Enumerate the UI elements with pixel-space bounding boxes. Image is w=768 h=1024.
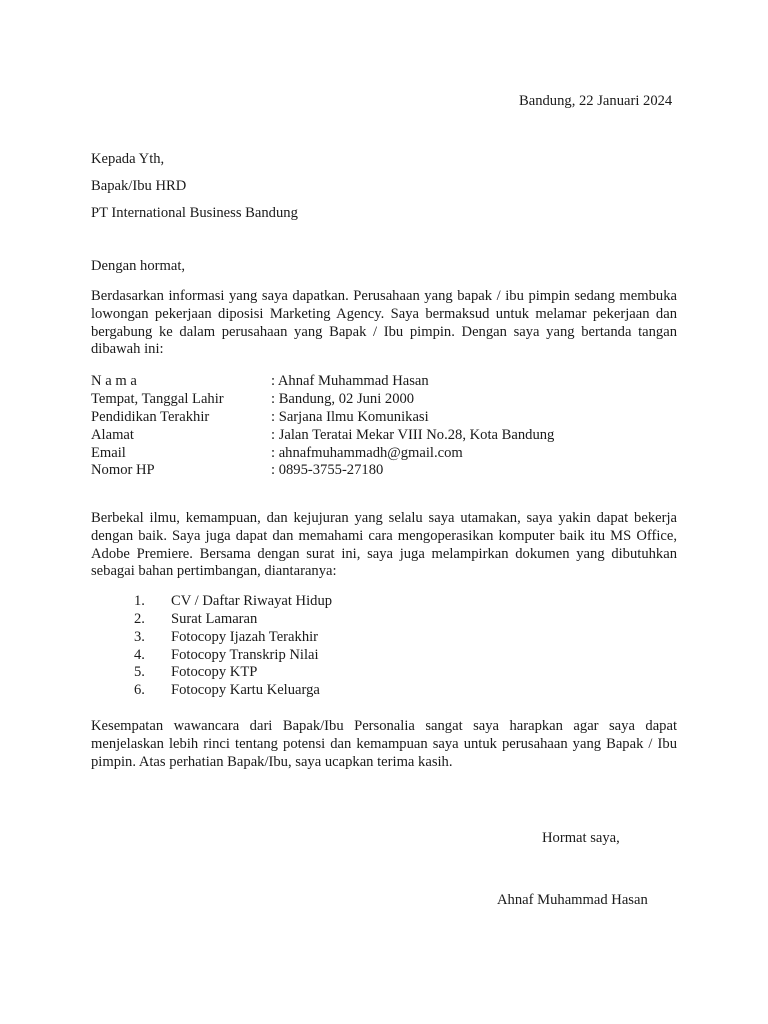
applicant-email: : ahnafmuhammadh@gmail.com bbox=[271, 445, 463, 461]
applicant-label: Tempat, Tanggal Lahir bbox=[91, 391, 224, 407]
applicant-value: : Ahnaf Muhammad Hasan bbox=[271, 373, 429, 389]
signer-name: Ahnaf Muhammad Hasan bbox=[497, 892, 648, 908]
list-number: 6. bbox=[134, 682, 145, 698]
applicant-label: N a m a bbox=[91, 373, 137, 389]
list-number: 3. bbox=[134, 629, 145, 645]
list-number: 4. bbox=[134, 647, 145, 663]
list-text: Fotocopy Ijazah Terakhir bbox=[171, 629, 319, 645]
applicant-label: Nomor HP bbox=[91, 462, 155, 478]
list-text: Fotocopy Transkrip Nilai bbox=[171, 647, 319, 663]
greeting: Dengan hormat, bbox=[91, 258, 186, 274]
applicant-value: : Bandung, 02 Juni 2000 bbox=[271, 391, 415, 407]
applicant-value: : Jalan Teratai Mekar VIII No.28, Kota Bandung bbox=[271, 427, 555, 443]
list-text: Fotocopy KTP bbox=[171, 664, 258, 680]
recipient-line-2: Bapak/Ibu HRD bbox=[91, 178, 187, 194]
list-number: 5. bbox=[134, 664, 145, 680]
applicant-label: Alamat bbox=[91, 427, 134, 443]
body-paragraph: Berbekal ilmu, kemampuan, dan kejujuran yang selalu saya utamakan, saya yakin dapat bekerja dengan baik. Saya juga dapat dan memahami cara mengoperasikan komputer baik itu MS Office, Adobe Premiere. Bersama dengan surat ini, saya juga melampirkan dokumen yang dibutuhkan sebagai bahan pertimbangan, diantaranya: bbox=[91, 510, 677, 580]
intro-paragraph: Berdasarkan informasi yang saya dapatkan. Perusahaan yang bapak / ibu pimpin sedang membuka lowongan pekerjaan diposisi Marketing Agency. Saya bermaksud untuk melamar pekerjaan dan bergabung ke dalam perusahaan yang Bapak / Ibu pimpin. Dengan saya yang bertanda tangan dibawah ini: bbox=[91, 288, 677, 358]
recipient-line-1: Kepada Yth, bbox=[91, 151, 165, 167]
applicant-label: Email bbox=[91, 445, 126, 461]
recipient-line-3: PT International Business Bandung bbox=[91, 205, 298, 221]
list-number: 1. bbox=[134, 593, 145, 609]
closing-paragraph: Kesempatan wawancara dari Bapak/Ibu Personalia sangat saya harapkan agar saya dapat menjelaskan lebih rinci tentang potensi dan kemampuan saya untuk perusahaan yang Bapak / Ibu pimpin. Atas perhatian Bapak/Ibu, saya ucapkan terima kasih. bbox=[91, 718, 677, 770]
list-text: CV / Daftar Riwayat Hidup bbox=[171, 593, 333, 609]
list-text: Surat Lamaran bbox=[171, 611, 258, 627]
applicant-value: : Sarjana Ilmu Komunikasi bbox=[271, 409, 429, 425]
applicant-value: : 0895-3755-27180 bbox=[271, 462, 384, 478]
closing-salutation: Hormat saya, bbox=[542, 830, 620, 846]
place-date: Bandung, 22 Januari 2024 bbox=[519, 93, 673, 109]
list-text: Fotocopy Kartu Keluarga bbox=[171, 682, 320, 698]
list-number: 2. bbox=[134, 611, 145, 627]
applicant-label: Pendidikan Terakhir bbox=[91, 409, 210, 425]
